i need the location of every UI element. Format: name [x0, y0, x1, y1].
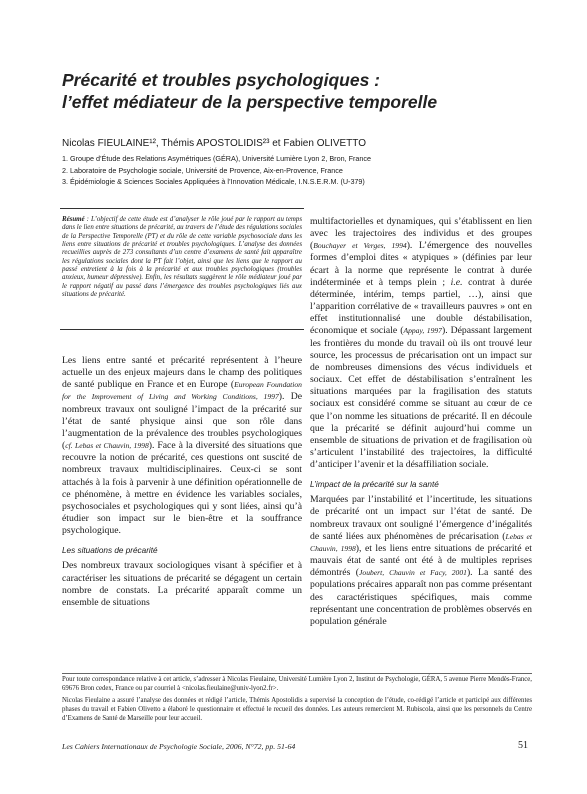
situations-paragraph: Des nombreux travaux sociologiques visant à spécifier et à caractériser les situations de précarité se dégagent un certain nombre de constats. La précarité apparaît comme un ensemble de situations	[62, 560, 302, 608]
text-run: Les liens entre santé et précarité représentent à l’heure actuelle un des enjeux majeurs dans le champ des politiques de santé publique en France et en Europe (	[62, 355, 302, 391]
intro-paragraph	[62, 355, 302, 537]
citation: cf. Lebas et Chauvin, 1998	[65, 441, 149, 451]
abstract	[62, 216, 302, 299]
text-run: ). Dépassant largement les frontières du monde du travail où ils ont trouvé leur source, les processus de précarisation ont un impact sur de nombreuses dimensions des vécus individuels et sociaux. Cet effet de déstabilisation s’entraînent les situations marquées par la fragilisation des statuts sociaux est considéré comme se situant au cœur de ce que l’on nomme les situations de précarité. Il en découle que la précarité se définit aujourd’hui comme un ensemble de situations de privation et de fragilisation où s’articulent l’instabilité des trajectoires, la difficulté d’anticiper l’avenir et la désaffiliation sociale.	[310, 325, 532, 471]
article-title	[62, 69, 532, 113]
subheading-health-impact: L’impact de la précarité sur la santé	[310, 480, 439, 490]
footnote-rule	[62, 673, 532, 674]
citation: Bouchayer et Verges, 1994	[313, 241, 407, 251]
journal-citation: Les Cahiers Internationaux de Psychologie Sociale, 2006, N°72, pp. 51-64	[62, 742, 296, 751]
footnotes	[62, 676, 532, 728]
text-run: ). L’émergence des nouvelles formes d’emploi dites « atypiques » (définies par leur écart à la norme que représente le contrat à durée indéterminée et à temps plein ;	[310, 240, 532, 288]
citation: Lebas et Chauvin, 1998	[310, 531, 532, 553]
affiliations	[62, 153, 542, 188]
footnote-contributions: Nicolas Fieulaine a assuré l’analyse des données et rédigé l’article, Thémis Apostolidis a supervisé la conception de l’étude, co-rédigé l’article et participé aux différentes phases du travail et Fabien Olivetto a élaboré le questionnaire et effectué le recueil des données. Les auteurs remercient M. Rubiscola, ainsi que les personnels du Centre d’Examens de Santé de Marseille pour leur accueil.	[62, 697, 532, 722]
text-run: ). Face à la diversité des situations que recouvre la notion de précarité, ces questions ont suscité de nombreux travaux multidisciplinaires. Ceux-ci se sont attachés à la fois à parvenir à une définition opérationnelle de ce phénomène, à mettre en évidence les variables sociales, psychosociales et psychologiques qui y sont liées, ainsi qu’à étudier son impact sur le bien-être et la souffrance psychologique.	[62, 440, 302, 537]
text-run: ). De nombreux travaux ont souligné l’impact de la précarité sur l’état de santé physique ainsi que son rôle dans l’augmentation de la prévalence des troubles psychologiques (	[62, 391, 302, 452]
text-run: Marquées par l’instabilité et l’incertitude, les situations de précarité ont un impact sur l’état de santé. De nombreux travaux ont souligné l’émergence d’inégalités de santé liées aux phénomènes de précarisation (	[310, 494, 532, 542]
citation: Joubert, Chauvin et Facy, 2001	[359, 568, 467, 578]
page-number: 51	[518, 740, 528, 751]
text-run: multifactorielles et dynamiques, qui s’établissent en lien avec les trajectoires des individus et des groupes (	[310, 216, 532, 252]
text-run: ), et les liens entre situations de précarité et mauvais état de santé ont été à de multiples reprises démontrés (	[310, 542, 532, 579]
affiliation-1: 1. Groupe d’Étude des Relations Asymétriques (GÉRA), Université Lumière Lyon 2, Bron, France	[62, 154, 371, 163]
subheading-situations: Les situations de précarité	[62, 546, 158, 556]
affiliation-3: 3. Épidémiologie & Sciences Sociales Appliquées à l’Innovation Médicale, I.N.S.E.R.M. (U-379)	[62, 177, 365, 187]
title-line-1: Précarité et troubles psychologiques :	[62, 70, 380, 90]
trajectories-paragraph	[310, 216, 532, 471]
text-run: contrat à durée déterminée, intérim, temps partiel, …), ainsi que l’apparition corrélative de « travailleurs pauvres » ont en effet institutionnalisé une double déstabilisation, économique et sociale (	[310, 276, 533, 337]
left-column	[62, 355, 302, 609]
title-line-2: l’effet médiateur de la perspective temporelle	[62, 92, 438, 112]
citation: Appay, 1997	[403, 326, 442, 336]
abstract-label: Résumé	[62, 216, 85, 223]
italic-term: i.e.	[450, 276, 463, 288]
citation: European Foundation for the Improvement of Living and Working Conditions, 1997	[62, 380, 302, 402]
author-list: Nicolas FIEULAINE¹², Thémis APOSTOLIDIS²³ et Fabien OLIVETTO	[62, 138, 366, 149]
health-paragraph	[310, 494, 532, 628]
footnote-correspondence: Pour toute correspondance relative à cet article, s’adresser à Nicolas Fieulaine, Université Lumière Lyon 2, Institut de Psychologie, GÉRA, 5 avenue Pierre Mendès-France, 69676 Bron cedex, France ou par courriel à <nicolas.fieulaine@univ-lyon2.fr>.	[62, 676, 532, 692]
text-run: ). La santé des populations précaires apparaît non pas comme présentant des caractéristiques spécifiques, mais comme représentant une concentration de problèmes observés en population générale	[310, 567, 532, 627]
right-column	[310, 216, 532, 628]
affiliation-2: 2. Laboratoire de Psychologie sociale, Université de Provence, Aix-en-Provence, France	[62, 165, 343, 175]
abstract-text: : L’objectif de cette étude est d’analyser le rôle joué par le rapport au temps dans le lien entre situations de précarité, au travers de l’étude des régulations sociales de la Perspective Temporelle (PT) et du rôle de cette variable psychosociale dans les liens entre situations de précarité et troubles psychologiques. L’analyse des données recueillies auprès de 273 consultants d’un centre d’examens de santé fait apparaître les régulations sociales dont la PT fait l’objet, ainsi que les liens que le rapport au passé entretient à la fois à la précarité et aux troubles psychologiques (troubles anxieux, humeur dépressive). Enfin, les résultats suggèrent le rôle médiateur joué par le rapport négatif au passé dans l’émergence des troubles psychologiques liés aux situations de précarité.	[62, 216, 302, 299]
